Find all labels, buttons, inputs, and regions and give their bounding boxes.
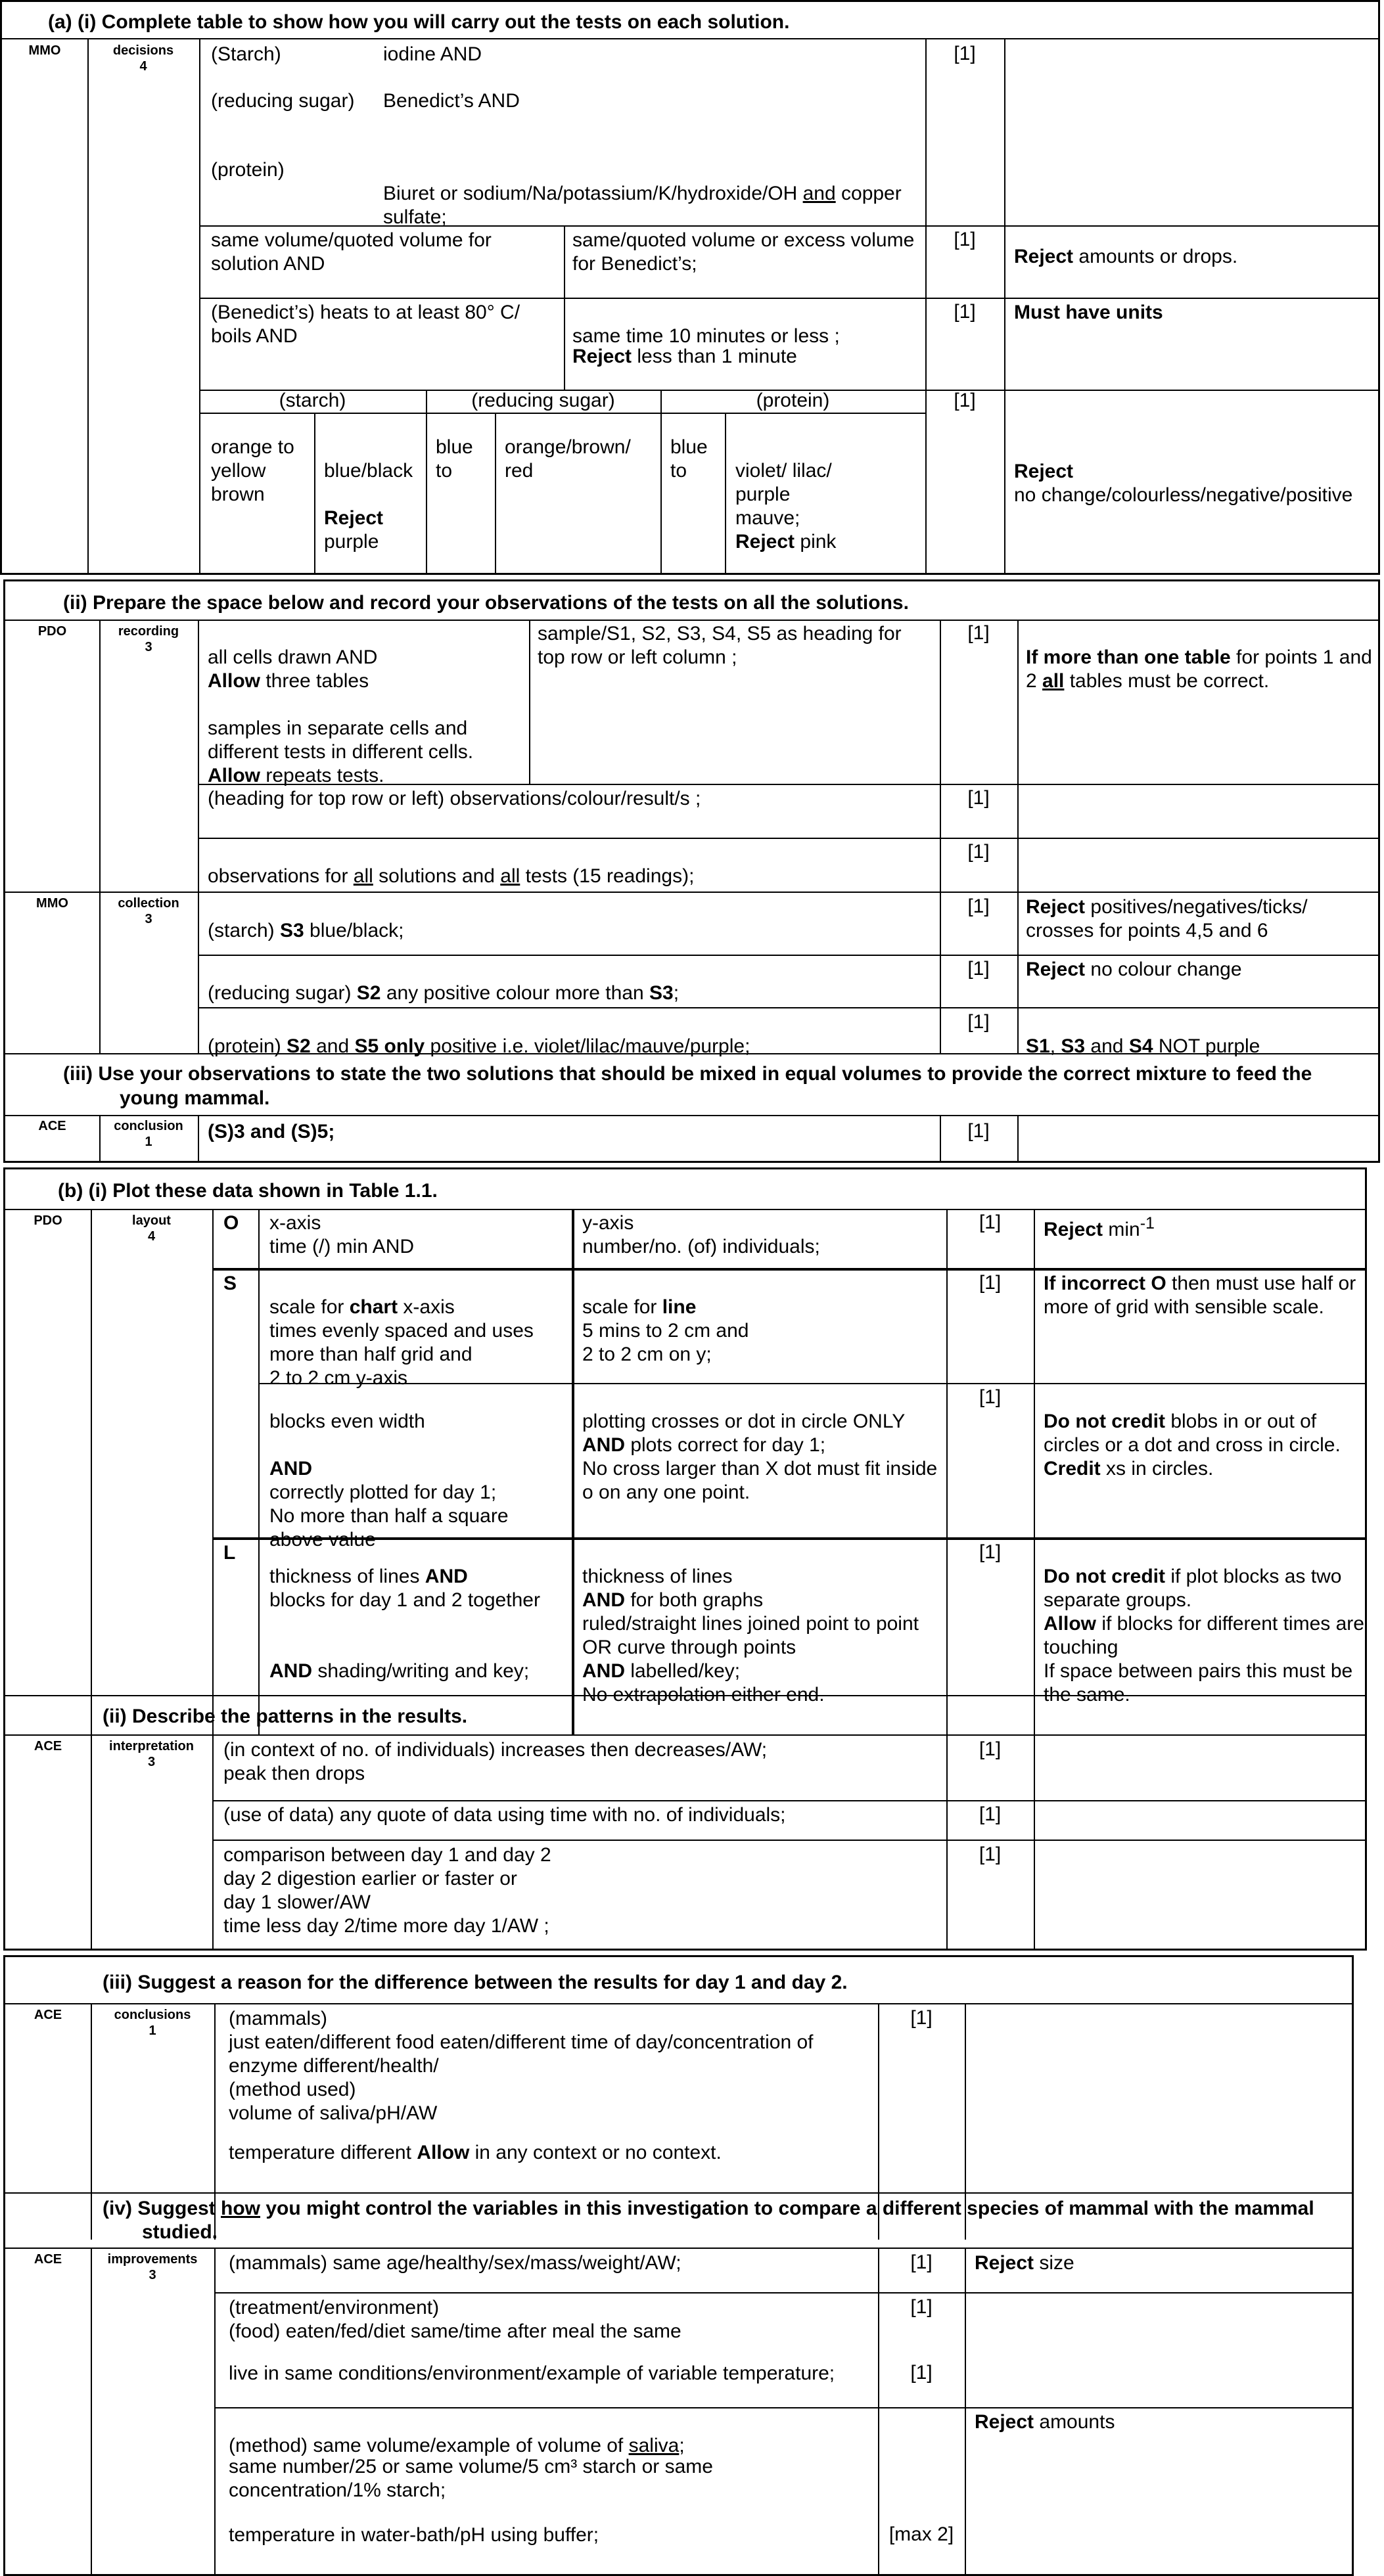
guidance-note: Must have units bbox=[1014, 302, 1163, 323]
mark: [1] bbox=[967, 1120, 990, 1142]
criterion: layout 4 bbox=[132, 1213, 171, 1244]
observation-headings: (heading for top row or left) observations/colour/result/s ; bbox=[208, 788, 701, 809]
guidance-note: If more than one table for points 1 and 2 all tables must be correct. bbox=[1026, 646, 1372, 692]
heating-time: same time 10 minutes or less ; bbox=[572, 325, 840, 347]
starch-test: iodine AND bbox=[383, 43, 482, 65]
mark: [1] bbox=[967, 895, 990, 917]
guidance-note: Reject $\min^{-1}$ bbox=[1044, 1214, 1155, 1240]
question-heading: (ii) Describe the patterns in the results. bbox=[103, 1706, 468, 1727]
benedicts-volume: same/quoted volume or excess volume for Benedict’s; bbox=[572, 229, 915, 275]
reason-answer-temperature: temperature different Allow in any context or no context. bbox=[229, 2142, 722, 2163]
mark: [1] bbox=[967, 841, 990, 863]
lines-criteria: thickness of lines AND blocks for day 1 and 2 together AND shading/writing and key; bbox=[269, 1566, 540, 1682]
layout-code-l: L bbox=[223, 1542, 236, 1564]
mark: [max 2] bbox=[888, 2523, 954, 2545]
mark: [1] bbox=[979, 1843, 1002, 1865]
skill-code: ACE bbox=[38, 1119, 66, 1133]
heating-time-reject: Reject less than 1 minute bbox=[572, 346, 797, 367]
recording-table: all cells drawn AND Allow three tables samples in separate cells and different tests in different cells. Allow repeats tests. bbox=[208, 646, 474, 786]
x-axis-criteria: x-axis time (/) min AND bbox=[269, 1212, 415, 1257]
skill-code: ACE bbox=[34, 2252, 62, 2267]
temperature-control: temperature in water-bath/pH using buffer; bbox=[229, 2524, 599, 2546]
line-scale-criteria: scale for line 5 mins to 2 cm and 2 to 2 cm on y; bbox=[582, 1296, 749, 1365]
layout-code-o: O bbox=[223, 1212, 239, 1234]
protein-test: Biuret or sodium/Na/potassium/K/hydroxide/OH and copper sulfate; bbox=[383, 183, 902, 228]
starch-result: (starch) S3 blue/black; bbox=[208, 920, 404, 941]
skill-code: ACE bbox=[34, 2008, 62, 2022]
conclusion-answer: (S)3 and (S)5; bbox=[208, 1121, 335, 1142]
method-control: (method) same volume/example of volume of saliva; bbox=[229, 2435, 685, 2456]
question-heading-cont: young mammal. bbox=[120, 1087, 270, 1109]
criterion: improvements 3 bbox=[107, 2252, 198, 2282]
guidance-note: S1, S3 and S4 NOT purple bbox=[1026, 1035, 1260, 1057]
starch-colour-after: blue/black Reject purple bbox=[324, 460, 413, 553]
reducing-sugar-test: Benedict’s AND bbox=[383, 90, 520, 112]
criterion: interpretation 3 bbox=[109, 1739, 194, 1769]
question-heading: (iv) Suggest how you might control the variables in this investigation to compare a different species of mammal with the mammal bbox=[103, 2198, 1314, 2219]
question-heading: (b) (i) Plot these data shown in Table 1.1. bbox=[58, 1180, 438, 1202]
recording-headings: sample/S1, S2, S3, S4, S5 as heading for top row or left column ; bbox=[538, 623, 902, 668]
layout-code-s: S bbox=[223, 1273, 237, 1294]
y-axis-criteria: y-axis number/no. (of) individuals; bbox=[582, 1212, 820, 1257]
protein-label: (protein) bbox=[211, 159, 285, 181]
protein-result: (protein) S2 and S5 only positive i.e. violet/lilac/mauve/purple; bbox=[208, 1035, 750, 1057]
protein-colour-after: violet/ lilac/ purple mauve; Reject pink bbox=[735, 460, 837, 553]
reducing-sugar-label: (reducing sugar) bbox=[211, 90, 355, 112]
solution-volume: same volume/quoted volume for solution AND bbox=[211, 229, 492, 275]
guidance-note: Do not credit if plot blocks as two separate groups. Allow if blocks for different times are touching If space between pairs this must be the same. bbox=[1044, 1566, 1364, 1706]
observations-all: observations for all solutions and all tests (15 readings); bbox=[208, 865, 695, 887]
chart-scale-criteria: scale for chart x-axis times evenly spaced and uses more than half grid and 2 to 2 cm y-axis bbox=[269, 1296, 534, 1389]
mark: [1] bbox=[979, 1803, 1002, 1825]
reducing-sugar-colour-before: blue to bbox=[436, 436, 473, 482]
skill-code: PDO bbox=[34, 1213, 62, 1228]
guidance-note: Do not credit blobs in or out of circles or a dot and cross in circle. Credit xs in circles. bbox=[1044, 1411, 1341, 1480]
section-b-i bbox=[3, 1167, 1367, 1951]
criterion: recording 3 bbox=[118, 624, 179, 654]
section-a-ii bbox=[3, 579, 1380, 1163]
column-header-protein: (protein) bbox=[756, 390, 830, 411]
starch-control: same number/25 or same volume/5 cm³ starch or same concentration/1% starch; bbox=[229, 2456, 713, 2501]
criterion: conclusion 1 bbox=[114, 1119, 183, 1149]
blocks-criteria: blocks even width AND correctly plotted for day 1; No more than half a square above value bbox=[269, 1411, 509, 1550]
column-header-starch: (starch) bbox=[279, 390, 346, 411]
skill-code: PDO bbox=[37, 624, 67, 639]
guidance-note: Reject size bbox=[975, 2252, 1074, 2274]
pattern-answer: (in context of no. of individuals) increases then decreases/AW; peak then drops bbox=[223, 1739, 768, 1784]
guidance-note: Reject positives/negatives/ticks/ crosses for points 4,5 and 6 bbox=[1026, 896, 1308, 941]
question-heading: (a) (i) Complete table to show how you will carry out the tests on each solution. bbox=[48, 11, 790, 33]
mark: [1] bbox=[967, 1011, 990, 1033]
mark: [1] bbox=[979, 1386, 1002, 1408]
guidance-note: Reject amounts or drops. bbox=[1014, 246, 1238, 267]
column-header-reducing-sugar: (reducing sugar) bbox=[471, 390, 615, 411]
rule bbox=[2, 38, 1378, 39]
mark: [1] bbox=[954, 43, 976, 64]
mark: [1] bbox=[954, 390, 976, 411]
skill-code: MMO bbox=[28, 43, 61, 58]
criterion: collection 3 bbox=[118, 896, 179, 926]
question-heading: (ii) Prepare the space below and record your observations of the tests on all the solutions. bbox=[63, 592, 909, 614]
data-quote-answer: (use of data) any quote of data using time with no. of individuals; bbox=[223, 1804, 786, 1826]
reducing-sugar-colour-after: orange/brown/ red bbox=[505, 436, 631, 482]
question-heading: (iii) Use your observations to state the two solutions that should be mixed in equal volumes to provide the correct mixture to feed the bbox=[63, 1063, 1312, 1085]
mark: [1] bbox=[910, 2007, 933, 2029]
heating-instruction: (Benedict’s) heats to at least 80° C/ boils AND bbox=[211, 302, 520, 347]
section-a-i bbox=[0, 0, 1380, 575]
mark: [1] bbox=[967, 622, 990, 644]
guidance-note: Reject no change/colourless/negative/positive bbox=[1014, 461, 1353, 506]
mark: [1] bbox=[967, 787, 990, 809]
starch-label: (Starch) bbox=[211, 43, 281, 65]
comparison-answer: comparison between day 1 and day 2 day 2 digestion earlier or faster or day 1 slower/AW time less day 2/time more day 1/AW ; bbox=[223, 1844, 551, 1937]
skill-code: MMO bbox=[36, 896, 68, 911]
question-heading-cont: studied. bbox=[142, 2221, 218, 2243]
mark: [1] bbox=[954, 229, 976, 250]
mark: [1] bbox=[979, 1211, 1002, 1233]
living-conditions-control: live in same conditions/environment/example of variable temperature; bbox=[229, 2362, 835, 2384]
reducing-sugar-result: (reducing sugar) S2 any positive colour more than S3; bbox=[208, 982, 680, 1004]
mark: [1] bbox=[910, 2251, 933, 2273]
reason-answer: (mammals) just eaten/different food eaten/different time of day/concentration of enzyme different/health/ (method used) volume of saliva/pH/AW bbox=[229, 2008, 814, 2124]
mark: [1] bbox=[979, 1738, 1002, 1760]
skill-code: ACE bbox=[34, 1739, 62, 1753]
starch-colour-before: orange to yellow brown bbox=[211, 436, 294, 505]
environment-control: (treatment/environment) (food) eaten/fed/diet same/time after meal the same bbox=[229, 2297, 681, 2342]
question-heading: (iii) Suggest a reason for the difference between the results for day 1 and day 2. bbox=[103, 1972, 848, 1993]
mark: [1] bbox=[979, 1272, 1002, 1294]
mark: [1] bbox=[910, 2362, 933, 2384]
guidance-note: Reject no colour change bbox=[1026, 959, 1242, 980]
mark: [1] bbox=[967, 958, 990, 980]
section-b-iii bbox=[3, 1955, 1354, 2576]
guidance-note: Reject amounts bbox=[975, 2411, 1115, 2433]
criterion: decisions 4 bbox=[112, 43, 174, 74]
mammal-control: (mammals) same age/healthy/sex/mass/weight/AW; bbox=[229, 2252, 681, 2274]
plotting-criteria: plotting crosses or dot in circle ONLY AND plots correct for day 1; No cross larger than X dot must fit inside o on any one point. bbox=[582, 1411, 938, 1503]
lines-plot-criteria: thickness of lines AND for both graphs ruled/straight lines joined point to point OR curve through points AND labelled/key; No extrapolation either end. bbox=[582, 1566, 919, 1706]
mark: [1] bbox=[910, 2296, 933, 2318]
protein-colour-before: blue to bbox=[670, 436, 708, 482]
criterion: conclusions 1 bbox=[114, 2008, 191, 2038]
guidance-note: If incorrect O then must use half or more of grid with sensible scale. bbox=[1044, 1273, 1356, 1318]
mark: [1] bbox=[979, 1541, 1002, 1563]
mark: [1] bbox=[954, 301, 976, 323]
